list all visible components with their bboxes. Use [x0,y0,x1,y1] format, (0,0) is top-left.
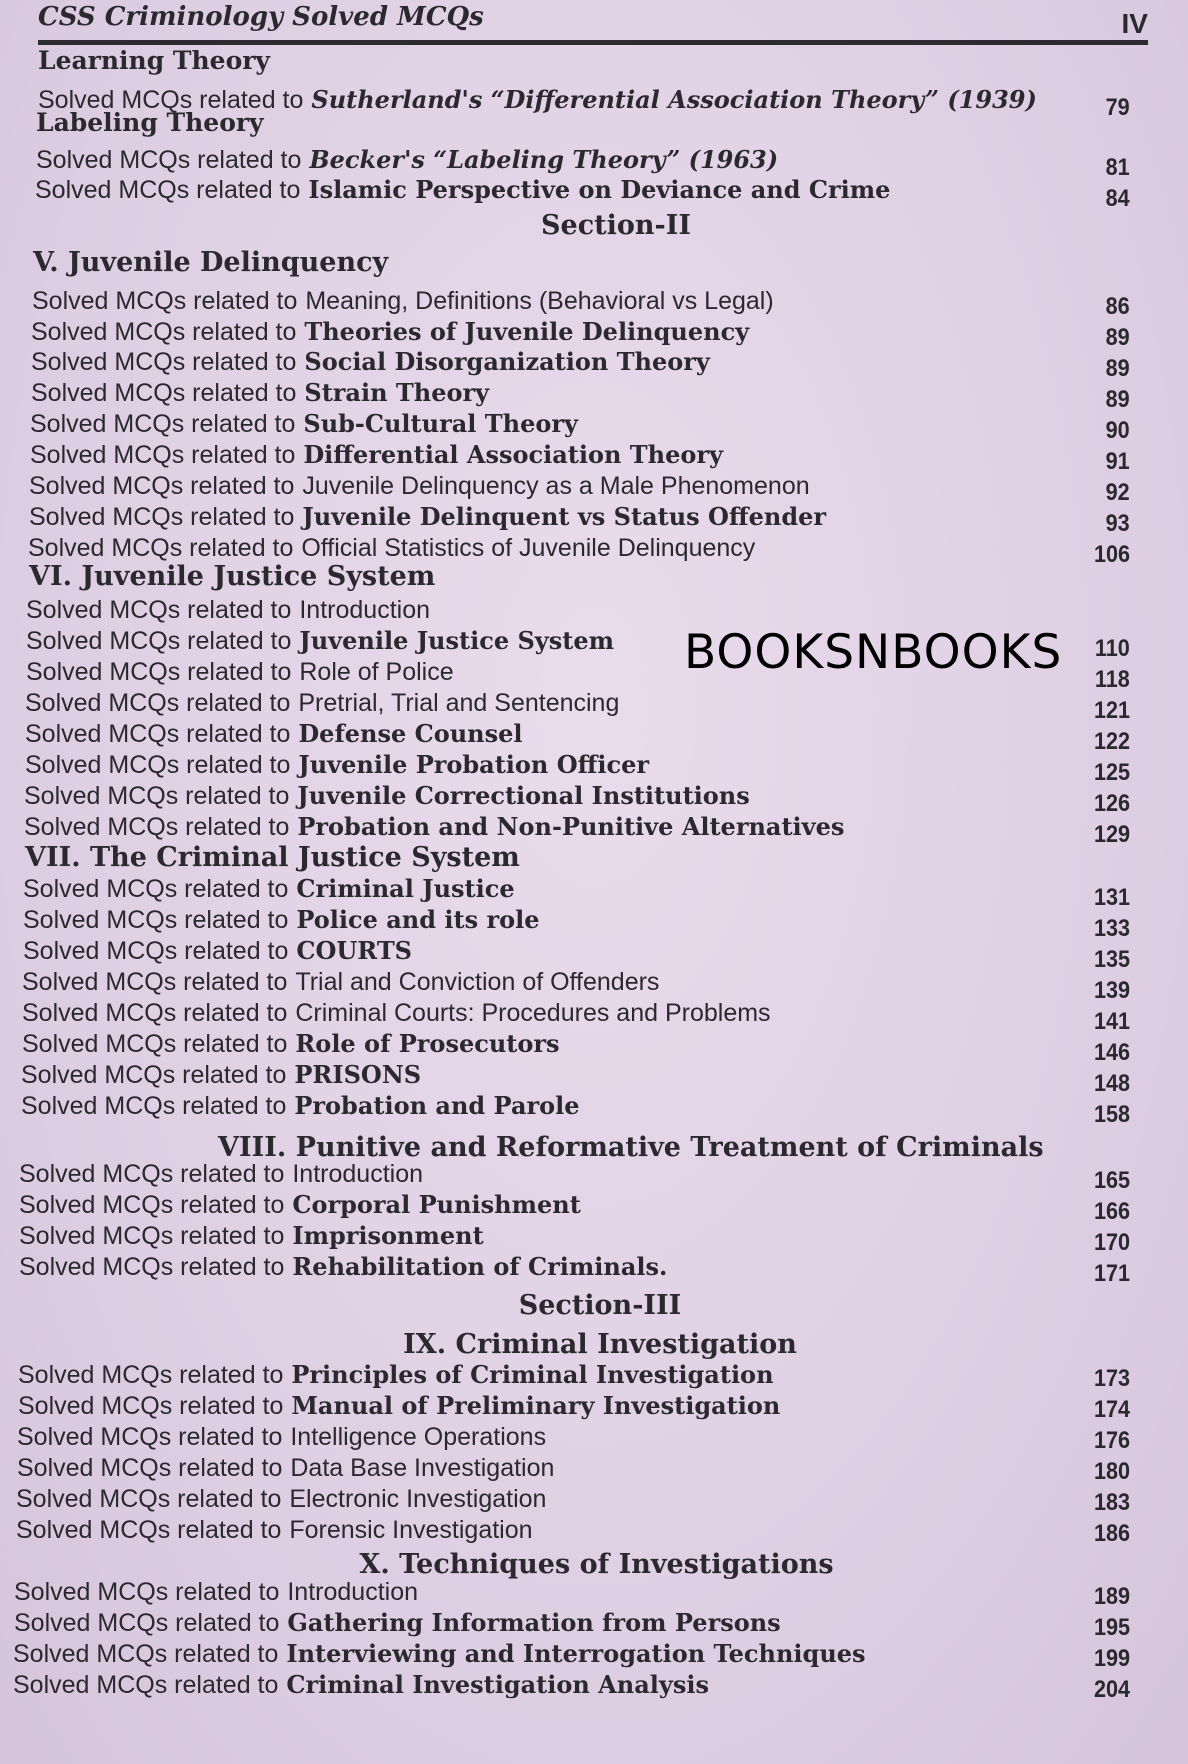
heading-criminal-justice-system: VII. The Criminal Justice System [25,842,520,873]
toc-entry[interactable]: Solved MCQs related to Official Statistics of Juvenile Delinquency [28,534,756,562]
toc-entry[interactable]: Solved MCQs related to Introduction [19,1160,423,1188]
toc-entry[interactable]: Solved MCQs related to Juvenile Probation Officer [25,750,649,779]
toc-entry[interactable]: Solved MCQs related to Forensic Investigation [16,1516,533,1544]
heading-learning-theory: Learning Theory [38,46,270,75]
heading-juvenile-delinquency: V. Juvenile Delinquency [33,247,389,278]
page-number: 186 [1093,1520,1130,1547]
page-number: 135 [1093,946,1130,973]
toc-entry[interactable]: Solved MCQs related to Criminal Investigation Analysis [13,1670,709,1699]
page-number: 166 [1093,1198,1130,1225]
page-number: 126 [1093,790,1130,817]
page-numeral: IV [1121,8,1148,39]
toc-entry[interactable]: Solved MCQs related to Juvenile Delinquent vs Status Offender [29,502,827,531]
toc-entry[interactable]: Solved MCQs related to Role of Police [26,658,454,686]
page-number: 171 [1093,1260,1130,1287]
heading-techniques-investigations: X. Techniques of Investigations [359,1549,834,1580]
page-number: 146 [1093,1039,1130,1066]
page-number: 90 [1105,417,1130,444]
page-number: 183 [1093,1489,1130,1516]
page-number: 93 [1105,510,1130,537]
page-number: 199 [1093,1645,1130,1672]
page-number: 176 [1093,1427,1130,1454]
page-number: 89 [1105,324,1130,351]
page-number: 122 [1093,728,1130,755]
page-number: 189 [1093,1583,1130,1610]
page-number: 195 [1093,1614,1130,1641]
toc-entry[interactable]: Solved MCQs related to Trial and Conviction of Offenders [22,968,660,996]
page-number: 89 [1105,386,1130,413]
toc-entry[interactable]: Solved MCQs related to Imprisonment [19,1221,484,1250]
page-number: 139 [1093,977,1130,1004]
page-number: 165 [1093,1167,1130,1194]
toc-entry[interactable]: Solved MCQs related to Role of Prosecutors [22,1029,560,1058]
toc-entry[interactable]: Solved MCQs related to Differential Association Theory [30,440,723,469]
toc-entry[interactable]: Solved MCQs related to Meaning, Definitions (Behavioral vs Legal) [32,287,774,315]
page-number: 121 [1093,697,1130,724]
page-number: 141 [1093,1008,1130,1035]
toc-entry[interactable]: Solved MCQs related to Manual of Preliminary Investigation [18,1391,781,1420]
watermark-text: BOOKSNBOOKS [684,625,1063,680]
toc-entry[interactable]: Solved MCQs related to Intelligence Operations [17,1423,547,1451]
toc-entry[interactable]: Solved MCQs related to Corporal Punishment [19,1190,581,1219]
toc-entry[interactable]: Solved MCQs related to Strain Theory [31,378,490,407]
toc-entry[interactable]: Solved MCQs related to Probation and Parole [21,1091,580,1120]
toc-entry[interactable]: Solved MCQs related to Gathering Information from Persons [14,1608,781,1637]
toc-entry[interactable]: Solved MCQs related to Pretrial, Trial and Sentencing [25,689,620,717]
page-number: 110 [1095,635,1130,662]
page-number: 204 [1093,1676,1130,1703]
toc-entry[interactable]: Solved MCQs related to Sutherland's “Differential Association Theory” (1939) [38,85,1037,114]
toc-entry[interactable]: Solved MCQs related to COURTS [23,936,413,965]
toc-entry[interactable]: Solved MCQs related to Defense Counsel [25,719,523,748]
page-number: 129 [1093,821,1130,848]
toc-entry[interactable]: Solved MCQs related to Juvenile Delinquency as a Male Phenomenon [29,472,810,500]
page-number: 84 [1105,185,1130,212]
toc-entry[interactable]: Solved MCQs related to Police and its role [23,905,540,934]
page-number: 118 [1095,666,1130,693]
page-number: 158 [1093,1101,1130,1128]
heading-criminal-investigation: IX. Criminal Investigation [403,1329,797,1360]
page-number: 173 [1093,1365,1130,1392]
toc-entry[interactable]: Solved MCQs related to Juvenile Correctional Institutions [24,781,750,810]
toc-entry[interactable]: Solved MCQs related to Rehabilitation of Criminals. [19,1252,668,1281]
page-header [38,0,1148,44]
page-number: 79 [1105,94,1130,121]
toc-entry[interactable]: Solved MCQs related to Criminal Courts: Procedures and Problems [22,999,771,1027]
page-number: 148 [1093,1070,1130,1097]
page-number: 81 [1105,154,1130,181]
toc-entry[interactable]: Solved MCQs related to PRISONS [21,1060,422,1089]
toc-entry[interactable]: Solved MCQs related to Sub-Cultural Theory [30,409,578,438]
toc-entry[interactable]: Solved MCQs related to Introduction [14,1578,418,1606]
page-number: 174 [1093,1396,1130,1423]
page-number: 133 [1093,915,1130,942]
toc-entry[interactable]: Solved MCQs related to Theories of Juvenile Delinquency [31,317,750,346]
page-number: 131 [1093,884,1130,911]
toc-entry[interactable]: Solved MCQs related to Criminal Justice [23,874,515,903]
heading-labeling-theory: Labeling Theory [36,108,264,137]
heading-punitive-reformative: VIII. Punitive and Reformative Treatment of Criminals [218,1132,1044,1163]
page-number: 89 [1105,355,1130,382]
heading-section-2: Section-II [541,210,691,241]
page-number: 91 [1105,448,1130,475]
page-number: 92 [1105,479,1130,506]
page-number: 106 [1093,541,1130,568]
toc-entry[interactable]: Solved MCQs related to Interviewing and Interrogation Techniques [13,1639,866,1668]
heading-section-3: Section-III [518,1290,682,1321]
running-title: CSS Criminology Solved MCQs [38,2,484,32]
page-number: 86 [1105,293,1130,320]
page-number: 125 [1093,759,1130,786]
heading-juvenile-justice-system: VI. Juvenile Justice System [29,561,436,592]
toc-entry[interactable]: Solved MCQs related to Social Disorganization Theory [31,347,710,376]
toc-entry[interactable]: Solved MCQs related to Electronic Investigation [16,1485,547,1513]
page-number: 180 [1093,1458,1130,1485]
toc-entry[interactable]: Solved MCQs related to Islamic Perspective on Deviance and Crime [35,175,891,204]
page-number: 170 [1093,1229,1130,1256]
toc-entry[interactable]: Solved MCQs related to Data Base Investigation [17,1454,555,1482]
toc-entry[interactable]: Solved MCQs related to Juvenile Justice System [26,626,614,655]
toc-entry[interactable]: Solved MCQs related to Introduction [26,596,430,624]
toc-entry[interactable]: Solved MCQs related to Becker's “Labeling Theory” (1963) [36,145,779,174]
toc-entry[interactable]: Solved MCQs related to Principles of Criminal Investigation [18,1360,774,1389]
toc-entry[interactable]: Solved MCQs related to Probation and Non-Punitive Alternatives [24,812,845,841]
